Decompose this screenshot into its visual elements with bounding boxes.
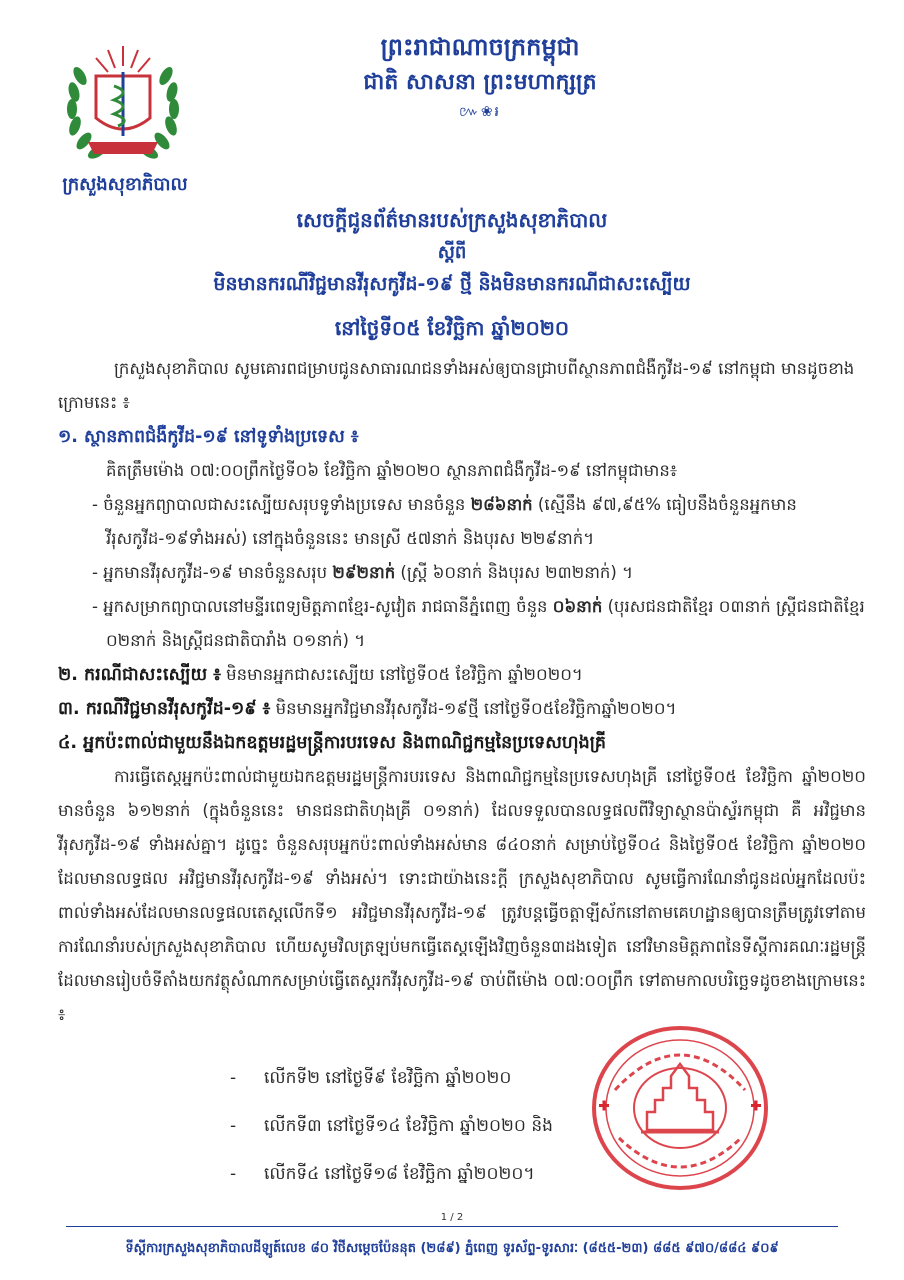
schedule-text: លើកទី២ នៅថ្ងៃទី៩ ខែវិច្ឆិកា ឆ្នាំ២០២០ [264,1068,512,1088]
section-3 [58,692,866,726]
schedule-text: លើកទី៤ នៅថ្ងៃទី១៨ ខែវិច្ឆិកា ឆ្នាំ២០២០។ [264,1164,535,1184]
footer-address: ទីស្តីការក្រសួងសុខាភិបាលដីឡូត៍លេខ ៨០ វិថីសម្តេចប៉ែននុត (២៨៩) ភ្នំពេញ ទូរស័ព្ទ-ទូរសារៈ (៨៥៥-២៣) ៨៨៥ ៩៧០/៨៨៤ ៩០៩ [125,1241,779,1256]
intro-paragraph: ក្រសួងសុខាភិបាល សូមគោរពជម្រាបជូនសាធារណជនទាំងអស់ឲ្យបានជ្រាបពីស្ថានភាពជំងឺកូវីដ-១៩ នៅកម្ពុជា មានដូចខាងក្រោមនេះ ៖ [58,359,855,412]
section-2-label: ២. ករណីជាសះស្បើយ ៖ [58,665,221,685]
ministry-logo-emblem [58,36,188,171]
footer-divider [66,1226,838,1227]
list-item [230,1054,630,1102]
bullet-text: (បុរសជនជាតិខ្មែរ ០៣នាក់ ស្ត្រីជនជាតិខ្មែរ ០២នាក់ និងស្ត្រីជនជាតិបារាំង ០១នាក់) ។ [106,597,865,650]
section-2-text: មិនមានអ្នកជាសះស្បើយ នៅថ្ងៃទី០៥ ខែវិច្ឆិកា ឆ្នាំ២០២០។ [220,665,583,684]
test-schedule-list [230,1054,630,1198]
kingdom-heading: ព្រះរាជាណាចក្រកម្ពុជា [380,33,580,61]
document-subject: មិនមានករណីវិជ្ជមានវីរុសកូវីដ-១៩ ថ្មី និងមិនមានករណីជាសះស្បើយ [213,273,691,295]
section-2 [58,658,866,692]
list-item [230,1102,630,1150]
section-1-bullet-recovered [58,488,866,556]
ministry-name: ក្រសួងសុខាភិបាល [62,174,188,195]
bullet-text: - អ្នកសម្រាកព្យាបាលនៅមន្ទីរពេទ្យមិត្តភាពខ្មែរ-សូវៀត រាជធានីភ្នំពេញ ចំនួន [92,597,553,616]
list-dash: - [230,1164,237,1184]
section-1-heading [58,420,866,454]
total-cases-count: ២៩២នាក់ [332,563,396,582]
national-motto: ជាតិ សាសនា ព្រះមហាក្សត្រ [363,70,597,95]
document-body [58,352,866,1032]
document-title-about: ស្តីពី [437,242,467,263]
ornament-divider: ៚❀៛ [459,104,501,120]
section-1-bullet-hospital [58,590,866,658]
list-dash: - [230,1068,237,1088]
list-item [230,1150,630,1198]
schedule-text: លើកទី៣ នៅថ្ងៃទី១៤ ខែវិច្ឆិកា ឆ្នាំ២០២០ និង [264,1116,553,1136]
bullet-text: (ស្ត្រី ៦០នាក់ និងបុរស ២៣២នាក់) ។ [395,563,633,582]
section-1-label: ១. ស្ថានភាពជំងឺកូវីដ-១៩ នៅទូទាំងប្រទេស ៖ [58,427,359,447]
list-dash: - [230,1116,237,1136]
bullet-text: - ចំនួនអ្នកព្យាបាលជាសះស្បើយសរុបទូទាំងប្រទេស មានចំនួន [92,495,471,514]
section-3-text: មិនមានអ្នកវិជ្ជមានវីរុសកូវីដ-១៩ថ្មី នៅថ្ងៃទី០៥ខែវិច្ឆិកាឆ្នាំ២០២០។ [270,699,677,718]
document-date: នៅថ្ងៃទី០៥ ខែវិច្ឆិកា ឆ្នាំ២០២០ [334,316,570,340]
section-3-label: ៣. ករណីវិជ្ជមានវីរុសកូវីដ-១៩ ៖ [58,699,271,719]
official-seal-stamp [585,1020,775,1195]
recovered-count: ២៨៦នាក់ [470,495,533,514]
page-number: 1 / 2 [420,1212,484,1223]
bullet-text: (ស្មើនឹង ៩៧,៩៥% ធៀបនឹងចំនួនអ្នកមានវីរុសកូវីដ-១៩ទាំងអស់) នៅក្នុងចំនួននេះ មានស្រី ៥៧នាក់ និងបុរស ២២៩នាក់។ [106,495,797,548]
bullet-text: - អ្នកមានវីរុសកូវីដ-១៩ មានចំនួនសរុប [92,563,333,582]
document-title: សេចក្តីជូនព័ត៌មានរបស់ក្រសួងសុខាភិបាល [296,208,608,232]
section-1-bullet-total [58,556,866,590]
section-4-heading: ៤. អ្នកប៉ះពាល់ជាមួយនឹងឯកឧត្តមរដ្ឋមន្ត្រីការបរទេស និងពាណិជ្ជកម្មនៃប្រទេសហុងគ្រី [58,733,607,753]
section-4-paragraph: ការធ្វើតេស្តអ្នកប៉ះពាល់ជាមួយឯកឧត្តមរដ្ឋមន្ត្រីការបរទេស និងពាណិជ្ជកម្មនៃប្រទេសហុងគ្រី នៅថ្ងៃទី០៥ ខែវិច្ឆិកា ឆ្នាំ២០២០ មានចំនួន ៦១២នាក់ (ក្នុងចំនួននេះ មានជនជាតិហុងគ្រី ០១នាក់) ដែលទទួលបានលទ្ធផលពីវិទ្យាស្ថានប៉ាស្ទ័រកម្ពុជា គឺ អវិជ្ជមានវីរុសកូវីដ-១៩ ទាំងអស់គ្នា។ ដូច្នេះ ចំនួនសរុបអ្នកប៉ះពាល់ទាំងអស់មាន ៨៤០នាក់ សម្រាប់ថ្ងៃទី០៤ និងថ្ងៃទី០៥ ខែវិច្ឆិកា ឆ្នាំ២០២០ ដែលមានលទ្ធផល អវិជ្ជមានវីរុសកូវីដ-១៩ ទាំងអស់។ ទោះជាយ៉ាងនេះក្តី ក្រសួងសុខាភិបាល សូមធ្វើការណែនាំជូនដល់អ្នកដែលប៉ះពាល់ទាំងអស់ដែលមានលទ្ធផលតេស្តលើកទី១ អវិជ្ជមានវីរុសកូវីដ-១៩ ត្រូវបន្តធ្វើចត្តាឡីស័កនៅតាមគេហដ្ឋានឲ្យបានត្រឹមត្រូវទៅតាមការណែនាំរបស់ក្រសួងសុខាភិបាល ហើយសូមវិលត្រឡប់មកធ្វើតេស្តឡើងវិញចំនួន៣ដងទៀត នៅវិមានមិត្តភាពនៃទីស្តីការគណៈរដ្ឋមន្ត្រី ដែលមានរៀបចំទីតាំងយកវត្ថុសំណាកសម្រាប់ធ្វើតេស្តរកវីរុសកូវីដ-១៩ ចាប់ពីម៉ោង ០៧:០០ព្រឹក ទៅតាមកាលបរិច្ឆេទដូចខាងក្រោមនេះ ៖ [58,767,866,1024]
hospitalized-count: ០៦នាក់ [552,597,603,616]
section-1-lead: គិតត្រឹមម៉ោង ០៧:០០ព្រឹកថ្ងៃទី០៦ ខែវិច្ឆិកា ឆ្នាំ២០២០ ស្ថានភាពជំងឺកូវីដ-១៩ នៅកម្ពុជាមាន៖ [106,461,678,480]
